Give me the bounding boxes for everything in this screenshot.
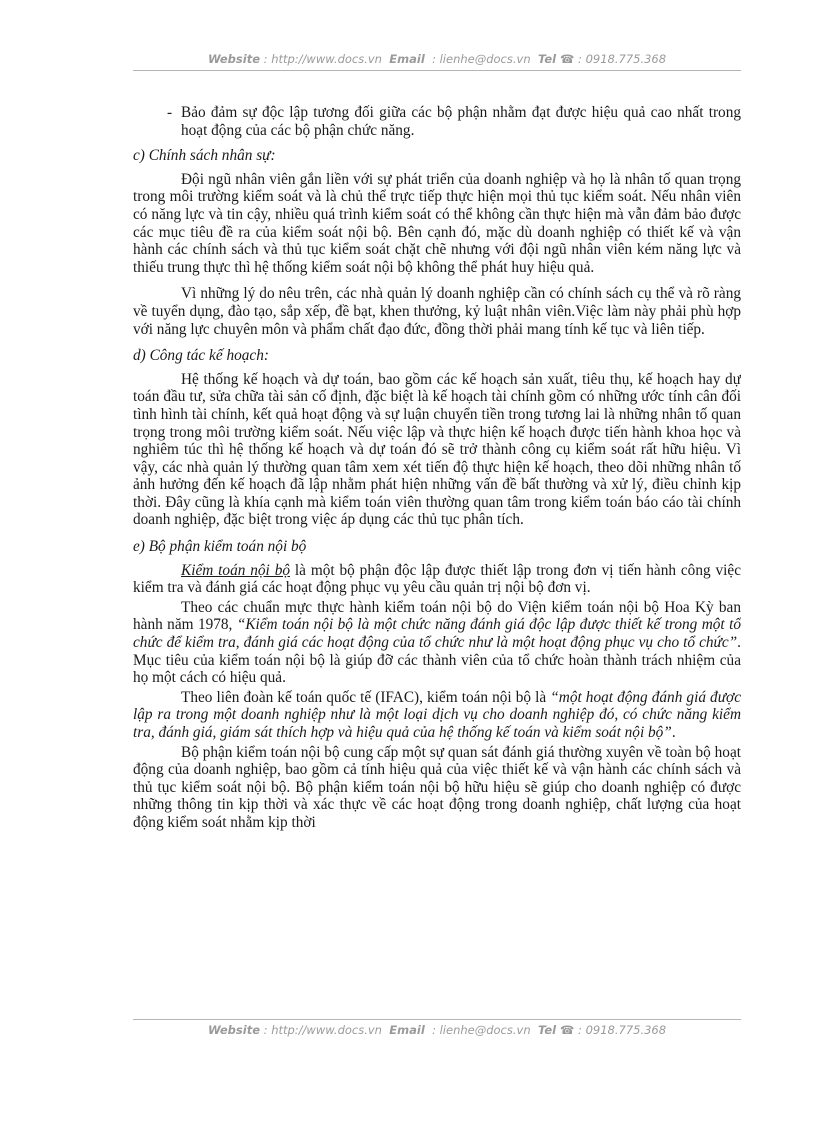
paragraph-audit-1	[133, 562, 741, 597]
paragraph-personnel-1: Đội ngũ nhân viên gắn liền với sự phát triển của doanh nghiệp và họ là nhân tố quan trọng trong môi trường kiểm soát và là chủ thể trực tiếp thực hiện mọi thủ tục kiểm soát. Nếu nhân viên có năng lực và tin cậy, nhiều quá trình kiểm soát có thể không cần thực hiện mà vẫn đảm bảo được các mục tiêu đề ra của kiểm soát nội bộ. Bên cạnh đó, mặc dù doanh nghiệp có thiết kế và vận hành các chính sách và thủ tục kiểm soát chặt chẽ nhưng với đội ngũ nhân viên kém năng lực và thiếu trung thực thì hệ thống kiểm soát nội bộ không thể phát huy hiệu quả.	[133, 170, 741, 276]
header-phone-label: Tel ☎	[537, 52, 575, 66]
header-email-label: Email	[389, 52, 425, 66]
footer-phone-value: : 0918.775.368	[578, 1023, 667, 1037]
paragraph-audit-2	[133, 599, 741, 687]
paragraph-audit-4: Bộ phận kiểm toán nội bộ cung cấp một sự quan sát đánh giá thường xuyên về toàn bộ hoạt động của doanh nghiệp, bao gồm cả tính hiệu quả của việc thiết kế và vận hành các chính sách và thủ tục kiểm soát nội bộ. Bộ phận kiểm toán nội bộ hữu hiệu sẽ giúp cho doanh nghiệp có được những thông tin kịp thời và xác thực về các hoạt động trong doanh nghiệp, chất lượng của hoạt động kiểm soát nhằm kịp thời	[133, 743, 741, 831]
bullet-dash: -	[167, 104, 173, 121]
term-internal-audit: Kiểm toán nội bộ	[181, 561, 290, 579]
header-email-link[interactable]: : lienhe@docs.vn	[432, 52, 531, 66]
footer-email-label: Email	[389, 1023, 425, 1037]
bullet-text: Bảo đảm sự độc lập tương đối giữa các bộ phận nhằm đạt được hiệu quả cao nhất trong hoạt động của các bộ phận chức năng.	[181, 104, 741, 139]
header-website-label: Website	[207, 52, 261, 66]
paragraph-audit-3-intro: Theo liên đoàn kế toán quốc tế (IFAC), kiểm toán nội bộ là	[181, 688, 551, 706]
footer-website-link[interactable]: : http://www.docs.vn	[263, 1023, 382, 1037]
heading-internal-audit: e) Bộ phận kiểm toán nội bộ	[133, 538, 307, 556]
quote-ifac-definition: “một hoạt động đánh giá được lập ra trong một doanh nghiệp như là một loại dịch vụ cho doanh nghiệp đó, có chức năng kiểm tra, đánh giá, giám sát thích hợp và hiệu quả của hệ thống kế toán và kiểm soát nội bộ”	[133, 688, 741, 741]
page-footer	[133, 1019, 741, 1041]
paragraph-personnel-2: Vì những lý do nêu trên, các nhà quản lý doanh nghiệp cần có chính sách cụ thể và rõ ràng về tuyển dụng, đào tạo, sắp xếp, đề bạt, khen thưởng, kỷ luật nhân viên.Việc làm này phải phù hợp với năng lực chuyên môn và phẩm chất đạo đức, đồng thời phải mang tính kế tục và liên tiếp.	[133, 285, 741, 338]
paragraph-audit-3	[133, 689, 741, 742]
paragraph-audit-2-intro: Theo các chuẩn mực thực hành kiểm toán nội bộ do Viện kiểm toán nội bộ Hoa Kỳ ban hành năm 1978,	[133, 598, 741, 634]
header-website-link[interactable]: : http://www.docs.vn	[263, 52, 382, 66]
heading-planning: d) Công tác kế hoạch:	[133, 347, 269, 365]
footer-website-label: Website	[207, 1023, 261, 1037]
bullet-item	[133, 104, 741, 139]
paragraph-audit-3-rest: .	[671, 724, 676, 741]
footer-phone-label: Tel ☎	[537, 1023, 575, 1037]
document-body	[133, 104, 741, 1016]
paragraph-planning-1: Hệ thống kế hoạch và dự toán, bao gồm các kế hoạch sản xuất, tiêu thụ, kế hoạch hay dự toán đầu tư, sửa chữa tài sản cố định, đặc biệt là kế hoạch tài chính gồm có những ước tính cân đối tình hình tài chính, kết quả hoạt động và sự luận chuyển tiền trong tương lai là những nhân tố quan trọng trong môi trường kiểm soát. Nếu việc lập và thực hiện kế hoạch được tiến hành khoa học và nghiêm túc thì hệ thống kế hoạch và dự toán đó sẽ trở thành công cụ kiểm soát rất hữu hiệu. Vì vậy, các nhà quản lý thường quan tâm xem xét tiến độ thực hiện kế hoạch, theo dõi những nhân tố ảnh hưởng đến kế hoạch đã lập nhằm phát hiện những vấn đề bất thường và xử lý, điều chỉnh kịp thời. Đây cũng là khía cạnh mà kiểm toán viên thường quan tâm trong kiểm toán báo cáo tài chính doanh nghiệp, đặc biệt trong việc áp dụng các thủ tục phân tích.	[133, 370, 741, 529]
paragraph-audit-1-text: là một bộ phận độc lập được thiết lập trong đơn vị tiến hành công việc kiểm tra và đánh giá các hoạt động phục vụ yêu cầu quản trị nội bộ đơn vị.	[133, 561, 741, 597]
paragraph-audit-2-rest: . Mục tiêu của kiểm toán nội bộ là giúp đỡ các thành viên của tổ chức hoàn thành trách nhiệm của họ một cách có hiệu quả.	[133, 634, 741, 687]
header-phone-value: : 0918.775.368	[578, 52, 667, 66]
page-header	[133, 52, 741, 71]
footer-email-link[interactable]: : lienhe@docs.vn	[432, 1023, 531, 1037]
quote-iia-definition: “Kiểm toán nội bộ là một chức năng đánh giá độc lập được thiết kế trong một tổ chức để kiểm tra, đánh giá các hoạt động của tổ chức như là một hoạt động phục vụ cho tổ chức”	[133, 616, 741, 652]
heading-personnel-policy: c) Chính sách nhân sự:	[133, 147, 276, 165]
